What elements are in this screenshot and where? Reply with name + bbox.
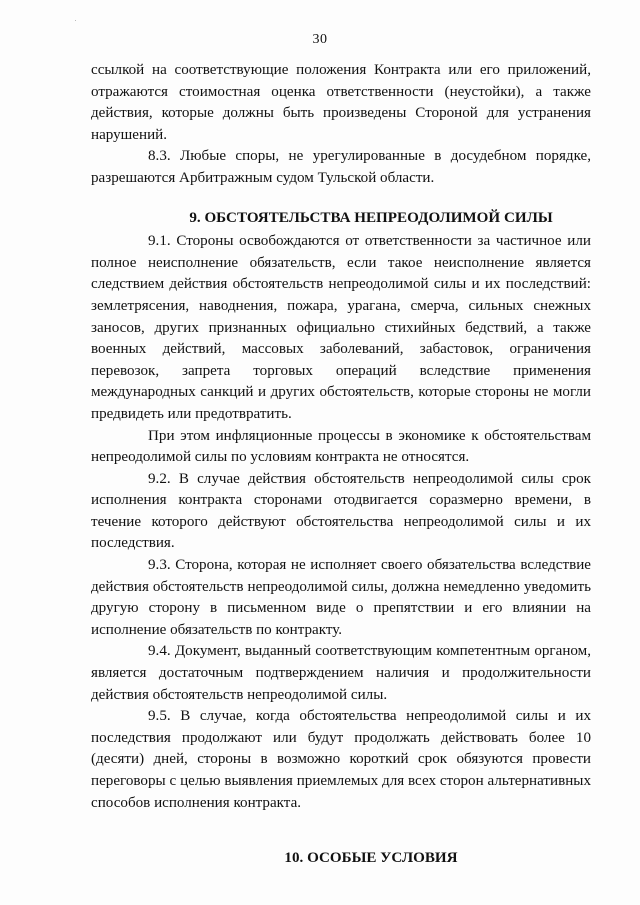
document-body	[91, 60, 591, 870]
paragraph-continuation: ссылкой на соответствующие положения Контракта или его приложений, отражаются стоимостная оценка ответственности (неустойки), а также действия, которые должны быть произведены Стороной для устранения нарушений.	[91, 62, 591, 143]
section-9-heading: 9. ОБСТОЯТЕЛЬСТВА НЕПРЕОДОЛИМОЙ СИЛЫ	[189, 209, 553, 226]
paragraph-9-1: 9.1. Стороны освобождаются от ответственности за частичное или полное неисполнение обязательств, если такое неисполнение является следствием действия обстоятельств непреодолимой силы и их последствий: землетрясения, наводнения, пожара, урагана, смерча, сильных снежных заносов, других признанных официально стихийных бедствий, а также военных действий, массовых заболеваний, забастовок, ограничения перевозок, запрета торговых операций вследствие применения международных санкций и других обстоятельств, которые стороны не могли предвидеть или предотвратить.	[91, 233, 591, 422]
page-number: 30	[312, 32, 328, 47]
paragraph-8-3: 8.3. Любые споры, не урегулированные в досудебном порядке, разрешаются Арбитражным судом Тульской области.	[91, 148, 591, 186]
paragraph-9-5: 9.5. В случае, когда обстоятельства непреодолимой силы и их последствия продолжают или будут продолжать действовать более 10 (десяти) дней, стороны в возможно короткий срок обязуются провести переговоры с целью выявления приемлемых для всех сторон альтернативных способов исполнения контракта.	[91, 708, 591, 811]
paragraph-9-4: 9.4. Документ, выданный соответствующим компетентным органом, является достаточным подтверждением наличия и продолжительности действия обстоятельств непреодолимой силы.	[91, 643, 591, 703]
scan-artifact	[75, 20, 76, 21]
section-10-heading: 10. ОСОБЫЕ УСЛОВИЯ	[284, 850, 458, 867]
paragraph-9-3: 9.3. Сторона, которая не исполняет своего обязательства вследствие действия обстоятельств непреодолимой силы, должна немедленно уведомить другую сторону в письменном виде о препятствии и его влиянии на исполнение обязательств по контракту.	[91, 557, 591, 638]
paragraph-inflation: При этом инфляционные процессы в экономике к обстоятельствам непреодолимой силы по условиям контракта не относятся.	[91, 427, 591, 466]
paragraph-9-2: 9.2. В случае действия обстоятельств непреодолимой силы срок исполнения контракта сторонами отодвигается соразмерно времени, в течение которого действуют обстоятельства непреодолимой силы и их последствия.	[91, 470, 591, 552]
